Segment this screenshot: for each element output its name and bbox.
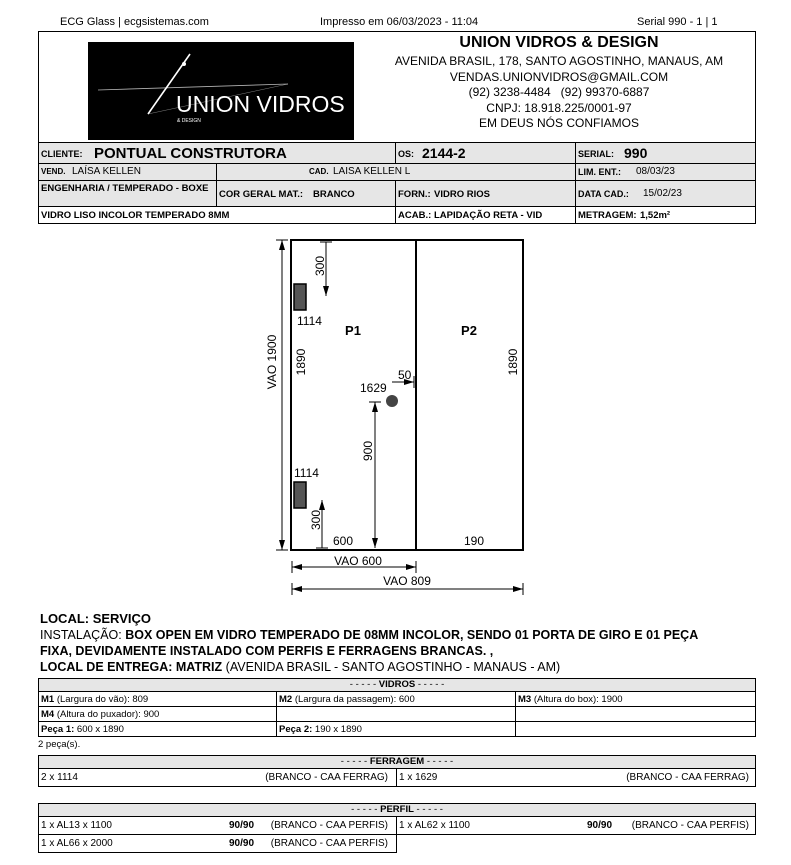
company-motto: EM DEUS NÓS CONFIAMOS [478, 116, 639, 130]
m2-value: (Largura da passagem): 600 [294, 694, 415, 705]
ferragem-title-pre: - - - - - [340, 756, 370, 767]
m4-value: (Altura do puxador): 900 [56, 709, 160, 720]
label-puxador: 1629 [360, 381, 387, 395]
company-address: AVENIDA BRASIL, 178, SANTO AGOSTINHO, MANAUS, AM [394, 54, 724, 68]
label-vao-809: VAO 809 [383, 574, 431, 588]
company-name: UNION VIDROS & DESIGN [459, 34, 659, 51]
metragem-label: METRAGEM: [578, 210, 637, 221]
vidro-value: VIDRO LISO INCOLOR TEMPERADO 8MM [41, 210, 230, 221]
datacad-value: 15/02/23 [643, 188, 682, 199]
lim-value: 08/03/23 [636, 166, 675, 177]
logo-subtext: & DESIGN [177, 118, 201, 124]
label-300-bottom: 300 [309, 509, 323, 531]
lim-label: LIM. ENT.: [578, 167, 621, 177]
m3-value: (Altura do box): 1900 [533, 694, 623, 705]
cliente-value: PONTUAL CONSTRUTORA [94, 145, 287, 162]
instalacao-line1: BOX OPEN EM VIDRO TEMPERADO DE 08MM INCOLOR, SENDO 01 PORTA DE GIRO E 01 PEÇA [125, 628, 699, 642]
serial-value: 990 [624, 145, 648, 161]
ferragem-title-post: - - - - - [424, 756, 454, 767]
perfil-qty: 90/90 [587, 820, 613, 831]
cor-label: COR GERAL MAT.: [219, 189, 304, 200]
serial-label: Serial 990 - 1 | 1 [637, 16, 718, 28]
label-alt-p2: 1890 [506, 348, 520, 376]
entrega-value: (AVENIDA BRASIL - SANTO AGOSTINHO - MANAUS - AM) [225, 660, 561, 674]
local-label: LOCAL: SERVIÇO [40, 611, 151, 626]
cad-value: LAISA KELLEN L [333, 166, 411, 177]
ferragem-row [38, 768, 756, 787]
m4-label: M4 [41, 709, 55, 720]
vidros-row-3 [38, 721, 756, 737]
peca2-label: Peça 2: [279, 724, 313, 735]
perfil-desc: (BRANCO - CAA PERFIS) [270, 838, 388, 849]
label-alt-p1: 1890 [294, 348, 308, 376]
vidros-title [38, 678, 756, 692]
ferragem-item: 1 x 1629 [399, 772, 438, 783]
serial-field-label: SERIAL: [578, 149, 614, 159]
label-p1: P1 [345, 323, 361, 338]
hinge-top [294, 284, 306, 310]
vidros-title-post: - - - - - [415, 679, 445, 690]
vidros-count: 2 peça(s). [38, 739, 81, 750]
ferragem-title-text: FERRAGEM [369, 756, 425, 767]
forn-label: FORN.: [398, 189, 431, 200]
instalacao-label: INSTALAÇÃO: [40, 628, 122, 642]
vidros-title-text: VIDROS [378, 679, 416, 690]
label-larg-p2: 190 [464, 534, 485, 548]
metragem-value: 1,52m² [640, 210, 671, 221]
m2-label: M2 [279, 694, 293, 705]
label-vao-600: VAO 600 [334, 554, 382, 568]
label-300-top: 300 [313, 255, 327, 277]
ferragem-desc: (BRANCO - CAA FERRAG) [626, 772, 749, 783]
instalacao-text [40, 627, 755, 675]
peca1-value: 600 x 1890 [76, 724, 124, 735]
panel-p1 [291, 240, 416, 550]
perfil-title-pre: - - - - - [351, 804, 381, 815]
vidros-title-pre: - - - - - [349, 679, 379, 690]
vend-label: VEND. [41, 167, 66, 176]
company-phones: (92) 3238-4484 (92) 99370-6887 [468, 85, 650, 99]
perfil-item: 1 x AL62 x 1100 [399, 820, 470, 831]
perfil-qty: 90/90 [229, 820, 255, 831]
perfil-desc: (BRANCO - CAA PERFIS) [270, 820, 388, 831]
acab-value: LAPIDAÇÃO RETA - VID [434, 210, 543, 221]
perfil-item: 1 x AL13 x 1100 [41, 820, 112, 831]
vend-value: LAÍSA KELLEN [72, 166, 141, 177]
perfil-desc: (BRANCO - CAA PERFIS) [631, 820, 749, 831]
label-ferr-bottom: 1114 [294, 466, 319, 480]
cad-label: CAD. [309, 167, 329, 176]
perfil-item: 1 x AL66 x 2000 [41, 838, 113, 849]
company-email: VENDAS.UNIONVIDROS@GMAIL.COM [449, 69, 669, 84]
hinge-bottom [294, 482, 306, 508]
perfil-qty: 90/90 [229, 838, 255, 849]
eng-value: ENGENHARIA / TEMPERADO - BOXE [41, 183, 209, 194]
system-label: ECG Glass | ecgsistemas.com [60, 16, 209, 28]
m1-label: M1 [41, 694, 55, 705]
cor-value: BRANCO [313, 189, 355, 200]
acab-label: ACAB.: [398, 210, 432, 221]
ferragem-desc: (BRANCO - CAA FERRAG) [265, 772, 388, 783]
os-label: OS: [398, 149, 415, 159]
forn-value: VIDRO RIOS [434, 189, 490, 200]
peca1-label: Peça 1: [41, 724, 75, 735]
label-ferr-top: 1114 [297, 314, 322, 328]
perfil-title [38, 803, 756, 817]
perfil-title-text: PERFIL [380, 804, 414, 815]
m3-label: M3 [518, 694, 532, 705]
cliente-label: CLIENTE: [41, 149, 83, 159]
perfil-row-2 [38, 834, 397, 853]
handle-knob [386, 395, 398, 407]
os-value: 2144-2 [422, 145, 466, 161]
vidros-row-2 [38, 706, 756, 722]
perfil-row-1 [38, 816, 756, 835]
datacad-label: DATA CAD.: [578, 189, 629, 199]
company-cnpj: CNPJ: 18.918.225/0001-97 [486, 100, 632, 115]
printed-date: Impresso em 06/03/2023 - 11:04 [320, 16, 479, 28]
entrega-label: LOCAL DE ENTREGA: MATRIZ [40, 660, 223, 674]
label-900: 900 [361, 440, 375, 462]
instalacao-line2: FIXA, DEVIDAMENTE INSTALADO COM PERFIS E FERRAGENS BRANCAS. , [40, 644, 494, 658]
perfil-title-post: - - - - - [413, 804, 443, 815]
label-p2: P2 [461, 323, 477, 338]
logo-text: UNION VIDROS [176, 91, 345, 117]
panel-p2 [416, 240, 523, 550]
ferragem-title [38, 755, 756, 769]
label-50: 50 [398, 368, 412, 382]
ferragem-item: 2 x 1114 [41, 772, 78, 783]
vidros-row-1 [38, 691, 756, 707]
m1-value: (Largura do vão): 809 [56, 694, 149, 705]
label-larg-p1: 600 [333, 534, 354, 548]
peca2-value: 190 x 1890 [314, 724, 362, 735]
label-vao-altura: VAO 1900 [265, 334, 279, 390]
